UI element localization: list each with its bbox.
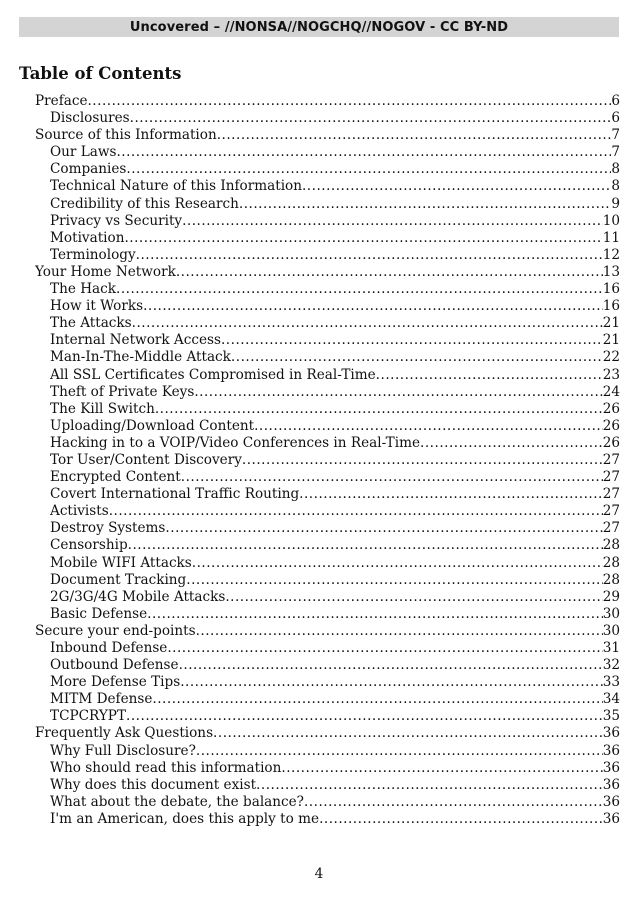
toc-entry-title[interactable]: Source of this Information [35,127,217,144]
toc-entry-title[interactable]: Outbound Defense [50,657,179,674]
toc-entry-page[interactable]: 33 [602,674,620,691]
toc-entry-title[interactable]: Your Home Network [35,263,176,280]
toc-entry-page[interactable]: 26 [602,417,620,434]
dot-leader [196,623,603,640]
toc-subentry[interactable] [35,777,620,794]
toc-subentry[interactable] [35,452,620,469]
dot-leader [376,367,603,384]
dot-leader [180,674,603,691]
toc-entry-page[interactable]: 30 [602,622,620,639]
dot-leader [239,196,611,213]
toc-subentry[interactable] [35,315,620,332]
toc-entry-title[interactable]: Tor User/Content Discovery [50,451,242,468]
toc-entry-title[interactable]: Encrypted Content [50,469,181,486]
dot-leader [167,640,602,657]
toc-entry-title[interactable]: Disclosures [50,110,130,127]
toc-entry-page[interactable]: 28 [602,554,620,571]
toc-subentry[interactable] [35,469,620,486]
toc-entry-title[interactable]: All SSL Certificates Compromised in Real-Time [50,366,376,383]
toc-entry-page[interactable]: 34 [602,691,620,708]
dot-leader [242,452,603,469]
toc-subentry[interactable] [35,213,620,230]
toc-entry-title[interactable]: Internal Network Access [50,332,221,349]
dot-leader [128,537,603,554]
toc-entry-title[interactable]: Inbound Defense [50,640,168,656]
toc-subentry[interactable] [35,589,620,606]
dot-leader [130,110,612,127]
toc-subentry[interactable] [35,760,620,777]
dot-leader [179,657,603,674]
toc-subentry[interactable] [35,281,620,298]
dot-leader [132,315,603,332]
toc-subentry[interactable] [35,606,620,623]
toc-entry-title[interactable]: Document Tracking [50,571,187,588]
toc-entry-page[interactable]: 7 [611,144,620,161]
toc-subentry[interactable] [35,486,620,503]
toc-entry-page[interactable]: 16 [602,298,620,315]
toc-subentry[interactable] [35,384,620,401]
toc-subentry[interactable] [35,503,620,520]
dot-leader [181,469,603,486]
toc-subentry[interactable] [35,110,620,127]
toc-entry-title[interactable]: Technical Nature of this Information [50,178,302,195]
toc-entry-page[interactable]: 8 [611,161,620,178]
toc-entry-page[interactable]: 21 [602,315,620,332]
toc-entry-page[interactable]: 24 [602,383,620,400]
toc-entry-title[interactable]: Why does this document exist [50,776,257,793]
toc-subentry[interactable] [35,247,620,264]
toc-subentry[interactable] [35,367,620,384]
toc-entry-title[interactable]: Why Full Disclosure? [50,742,196,759]
toc-subentry[interactable] [35,708,620,725]
toc-entry-page[interactable]: 21 [602,332,620,349]
toc-entry-page[interactable]: 11 [602,229,620,246]
toc-entry-title[interactable]: Mobile WIFI Attacks [50,554,192,571]
toc-subentry[interactable] [35,657,620,674]
toc-subentry[interactable] [35,674,620,691]
dot-leader [126,161,611,178]
toc-entry-page[interactable]: 36 [602,759,620,776]
toc-entry[interactable] [35,264,620,281]
dot-leader [116,144,611,161]
toc-entry[interactable] [35,725,620,742]
dot-leader [225,589,602,606]
dot-leader [299,486,603,503]
toc-entry-title[interactable]: The Hack [50,281,116,298]
toc-entry-page[interactable]: 12 [602,246,620,263]
toc-entry-title[interactable]: Terminology [50,246,136,263]
toc-entry-page[interactable]: 36 [602,810,620,827]
dot-leader [231,349,603,366]
dot-leader [155,401,603,418]
toc-entry-title[interactable]: Preface [35,93,88,109]
dot-leader [116,281,603,298]
toc-list [35,93,620,828]
dot-leader [147,606,603,623]
toc-entry-title[interactable]: TCPCRYPT [50,708,127,725]
dot-leader [213,725,603,742]
toc-entry-page[interactable]: 26 [602,400,620,417]
toc-entry-page[interactable]: 13 [602,263,620,280]
dot-leader [192,555,603,572]
toc-subentry[interactable] [35,743,620,760]
toc-entry-page[interactable]: 31 [602,640,620,656]
toc-entry-page[interactable]: 28 [602,571,620,588]
dot-leader [196,743,603,760]
toc-entry-page[interactable]: 7 [611,127,620,144]
toc-subentry[interactable] [35,161,620,178]
toc-entry-title[interactable]: Uploading/Download Content [50,417,255,434]
toc-subentry[interactable] [35,794,620,811]
toc-subentry[interactable] [35,144,620,161]
toc-entry-title[interactable]: Man-In-The-Middle Attack [50,349,231,366]
toc-entry-page[interactable]: 36 [602,793,620,810]
dot-leader [221,332,603,349]
toc-entry-title[interactable]: The Attacks [50,315,132,332]
toc-entry-title[interactable]: Who should read this information [50,759,282,776]
dot-leader [302,178,611,195]
toc-entry-title[interactable]: Credibility of this Research [50,195,239,212]
toc-subentry[interactable] [35,640,620,657]
toc-entry-page[interactable]: 6 [611,110,620,127]
toc-entry-title[interactable]: Privacy vs Security [50,212,183,229]
dot-leader [281,760,602,777]
toc-entry-title[interactable]: Frequently Ask Questions [35,725,214,742]
toc-subentry[interactable] [35,349,620,366]
toc-entry-page[interactable]: 36 [602,776,620,793]
toc-entry-page[interactable]: 27 [602,451,620,468]
toc-entry-page[interactable]: 26 [602,434,620,451]
toc-entry-page[interactable]: 27 [602,520,620,537]
dot-leader [87,93,611,110]
toc-entry-page[interactable]: 16 [602,281,620,298]
toc-entry-title[interactable]: Theft of Private Keys [50,383,195,400]
toc-entry-page[interactable]: 9 [611,195,620,212]
toc-entry-page[interactable]: 36 [602,725,620,742]
toc-entry-title[interactable]: Covert International Traffic Routing [50,486,300,503]
toc-entry-title[interactable]: Censorship [50,537,128,554]
toc-subentry[interactable] [35,435,620,452]
dot-leader [254,418,603,435]
dot-leader [194,384,602,401]
dot-leader [109,503,603,520]
toc-entry-page[interactable]: 27 [602,503,620,520]
toc-subentry[interactable] [35,332,620,349]
dot-leader [124,230,602,247]
dot-leader [182,213,603,230]
toc-subentry[interactable] [35,691,620,708]
toc-entry-page[interactable]: 22 [602,349,620,366]
toc-subentry[interactable] [35,572,620,589]
toc-entry-page[interactable]: 6 [611,93,620,109]
dot-leader [165,520,602,537]
toc-entry-title[interactable]: 2G/3G/4G Mobile Attacks [50,588,226,605]
toc-entry-page[interactable]: 8 [611,178,620,195]
toc-subentry[interactable] [35,811,620,828]
toc-entry[interactable] [35,127,620,144]
dot-leader [152,691,602,708]
toc-entry-page[interactable]: 27 [602,486,620,503]
dot-leader [304,794,603,811]
dot-leader [176,264,603,281]
header-text: Uncovered – //NONSA//NOGCHQ//NOGOV - CC BY-ND [129,19,509,35]
dot-leader [136,247,603,264]
toc-subentry[interactable] [35,418,620,435]
toc-subentry[interactable] [35,520,620,537]
toc-subentry[interactable] [35,230,620,247]
toc-entry-title[interactable]: Companies [50,161,127,178]
dot-leader [217,127,612,144]
page-number: 4 [314,866,324,882]
toc-subentry[interactable] [35,537,620,554]
toc-entry-title[interactable]: What about the debate, the balance? [50,793,304,810]
toc-entry-title[interactable]: I'm an American, does this apply to me [50,810,320,827]
toc-entry-page[interactable]: 23 [602,366,620,383]
toc-entry-title[interactable]: MITM Defense [50,691,153,708]
dot-leader [319,811,603,828]
toc-entry-title[interactable]: Basic Defense [50,605,148,622]
toc-entry-title[interactable]: Motivation [50,229,125,246]
toc-subentry[interactable] [35,196,620,213]
toc-entry-page[interactable]: 32 [602,657,620,674]
dot-leader [186,572,602,589]
toc-entry-title[interactable]: How it Works [50,298,144,315]
toc-subentry[interactable] [35,178,620,195]
toc-entry-title[interactable]: The Kill Switch [50,400,155,417]
toc-entry[interactable] [35,623,620,640]
toc-entry-page[interactable]: 35 [602,708,620,725]
toc-entry-title[interactable]: Destroy Systems [50,520,166,537]
dot-leader [126,708,603,725]
toc-entry-page[interactable]: 29 [602,588,620,605]
toc-entry-title[interactable]: More Defense Tips [50,674,181,691]
toc-entry-title[interactable]: Secure your end-points [35,622,196,639]
toc-subentry[interactable] [35,298,620,315]
document-header [19,17,619,37]
toc-subentry[interactable] [35,555,620,572]
dot-leader [420,435,603,452]
toc-title: Table of Contents [19,64,182,83]
toc-entry-page[interactable]: 28 [602,537,620,554]
toc-subentry[interactable] [35,401,620,418]
toc-entry-page[interactable]: 30 [602,605,620,622]
toc-entry-title[interactable]: Activists [50,503,109,520]
dot-leader [143,298,603,315]
toc-entry[interactable] [35,93,620,110]
toc-entry-title[interactable]: Our Laws [50,144,117,161]
toc-entry-page[interactable]: 27 [602,469,620,486]
toc-entry-page[interactable]: 10 [602,212,620,229]
dot-leader [256,777,603,794]
toc-entry-page[interactable]: 36 [602,742,620,759]
toc-entry-title[interactable]: Hacking in to a VOIP/Video Conferences in Real-Time [50,434,421,451]
